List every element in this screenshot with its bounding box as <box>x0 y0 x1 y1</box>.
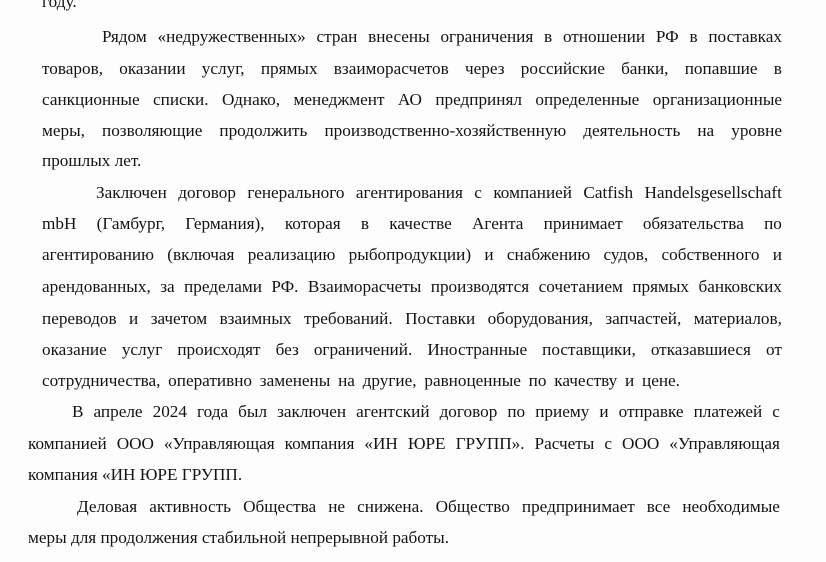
word: на <box>338 371 355 390</box>
word: ограничения <box>440 27 534 46</box>
word: производятся <box>430 277 530 296</box>
word: прямых <box>260 59 318 78</box>
word: пределами <box>184 277 262 296</box>
word: компанией <box>493 183 572 202</box>
word: заменены <box>259 371 331 390</box>
word: в <box>773 59 782 78</box>
word: генерального <box>247 183 345 202</box>
word: взаимных <box>219 309 292 328</box>
word: агентированию <box>42 245 154 264</box>
word: Деловая <box>77 497 138 516</box>
word: равноценные <box>424 371 521 390</box>
word: поставках <box>708 27 782 46</box>
word: Однако, <box>221 90 281 109</box>
word: арендованных, <box>42 277 151 296</box>
word: в <box>689 27 698 46</box>
word: (Гамбург, <box>96 214 166 233</box>
word: АО <box>397 90 422 109</box>
word: товаров, <box>42 59 103 78</box>
word: Агента <box>472 214 524 233</box>
word: банковских <box>698 277 782 296</box>
word: банки, <box>621 59 669 78</box>
word: ООО <box>116 434 154 453</box>
word: с <box>772 402 780 421</box>
word: ограничений. <box>313 340 413 359</box>
word: взаиморасчетов <box>333 59 449 78</box>
word: «ИН <box>364 434 398 453</box>
word: реализацию <box>247 245 336 264</box>
word: ГРУПП». <box>455 434 525 453</box>
word: Иностранные <box>427 340 528 359</box>
paragraph-line <box>42 371 680 391</box>
word: санкционные <box>42 90 140 109</box>
word: снижена. <box>357 497 424 516</box>
text-fragment-top: году. <box>42 0 77 11</box>
word: от <box>766 340 782 359</box>
word: компания <box>284 434 355 453</box>
word: качеству <box>554 371 618 390</box>
word: оказание <box>42 340 107 359</box>
word: другие, <box>362 371 417 390</box>
word: производственно-хозяйственную <box>324 121 567 140</box>
word: через <box>465 59 505 78</box>
word: РФ <box>655 27 679 46</box>
word: 2024 <box>152 402 187 421</box>
word: Германия), <box>185 214 265 233</box>
word: Общество <box>435 497 510 516</box>
word: активность <box>149 497 231 516</box>
word: сочетанием <box>538 277 623 296</box>
word: сотрудничества, <box>42 371 161 390</box>
word: уровне <box>731 121 782 140</box>
word: которая <box>284 214 341 233</box>
paragraph-line: меры для продолжения стабильной непрерывной работы. <box>28 528 450 547</box>
word: ООО <box>622 434 660 453</box>
word: предпринял <box>435 90 522 109</box>
word: списки. <box>153 90 209 109</box>
word: снабжению <box>506 245 591 264</box>
word: требований. <box>303 309 393 328</box>
word: поставщики, <box>542 340 636 359</box>
word: по <box>764 214 782 233</box>
word: за <box>160 277 175 296</box>
word: агентский <box>356 402 430 421</box>
word: Общества <box>243 497 317 516</box>
word: на <box>697 121 715 140</box>
word: продолжить <box>219 121 308 140</box>
word: все <box>646 497 671 516</box>
word: не <box>328 497 346 516</box>
paragraph-line <box>42 121 782 141</box>
word: агентирования <box>355 183 463 202</box>
word: Взаиморасчеты <box>307 277 422 296</box>
paragraph-line <box>42 309 782 329</box>
word: Заключен <box>96 183 167 202</box>
word: зачетом <box>150 309 208 328</box>
word: прямых <box>632 277 690 296</box>
word: Catfish <box>583 183 634 202</box>
word: оборудования, <box>487 309 593 328</box>
paragraph-line <box>42 277 782 297</box>
word: года <box>197 402 229 421</box>
word: обязательства <box>642 214 744 233</box>
paragraph-line <box>42 340 782 360</box>
word: с <box>474 183 482 202</box>
word: позволяющие <box>102 121 203 140</box>
paragraph-line <box>42 59 782 79</box>
word: цене. <box>642 371 680 390</box>
word: российские <box>520 59 605 78</box>
paragraph-line <box>42 90 782 110</box>
word: договор <box>439 402 498 421</box>
word: mbH <box>42 214 77 233</box>
word: услуг, <box>201 59 245 78</box>
word: рыбопродукции) <box>348 245 472 264</box>
word: В <box>72 402 84 421</box>
word: происходят <box>177 340 261 359</box>
word: отправке <box>618 402 684 421</box>
word: и <box>772 245 782 264</box>
word: принимает <box>543 214 623 233</box>
word: в <box>544 27 553 46</box>
word: Рядом <box>102 27 147 46</box>
word: организационные <box>652 90 782 109</box>
word: запчастей, <box>605 309 682 328</box>
paragraph-line: компания «ИН ЮРЕ ГРУПП. <box>28 465 243 484</box>
word: определенные <box>535 90 640 109</box>
word: предпринимает <box>521 497 635 516</box>
word: меры, <box>42 121 85 140</box>
word: материалов, <box>693 309 782 328</box>
word: с <box>604 434 613 453</box>
word: платежей <box>693 402 763 421</box>
paragraph-line <box>42 214 782 234</box>
word: заключен <box>277 402 347 421</box>
word: РФ. <box>271 277 299 296</box>
paragraph-line <box>96 183 782 203</box>
paragraph-line <box>42 245 782 265</box>
word: ЮРЕ <box>407 434 446 453</box>
word: оперативно <box>168 371 252 390</box>
word: и <box>129 309 139 328</box>
word: «Управляющая <box>669 434 780 453</box>
paragraph-line: прошлых лет. <box>42 151 142 170</box>
word: компанией <box>28 434 107 453</box>
word: менеджмент <box>293 90 385 109</box>
word: приему <box>535 402 590 421</box>
word: переводов <box>42 309 117 328</box>
word: собственного <box>661 245 760 264</box>
word: отношении <box>562 27 646 46</box>
word: «Управляющая <box>163 434 275 453</box>
word: качестве <box>389 214 452 233</box>
word: Поставки <box>405 309 476 328</box>
word: оказании <box>119 59 186 78</box>
word: внесены <box>368 27 430 46</box>
word: и <box>599 402 609 421</box>
word: договор <box>178 183 236 202</box>
word: по <box>507 402 526 421</box>
word: в <box>360 214 370 233</box>
word: попавшие <box>684 59 758 78</box>
word: был <box>238 402 268 421</box>
word: Handelsgesellschaft <box>644 183 782 202</box>
word: без <box>275 340 299 359</box>
word: деятельность <box>583 121 681 140</box>
word: апреле <box>93 402 143 421</box>
word: стран <box>316 27 358 46</box>
word: «недружественных» <box>157 27 306 46</box>
word: Расчеты <box>534 434 595 453</box>
word: и <box>484 245 494 264</box>
word: судов, <box>603 245 649 264</box>
paragraph-line <box>72 402 780 422</box>
paragraph-line <box>77 497 780 517</box>
word: и <box>625 371 635 390</box>
paragraph-line <box>28 434 780 454</box>
word: услуг <box>121 340 163 359</box>
word: отказавшиеся <box>650 340 751 359</box>
word: необходимые <box>682 497 780 516</box>
word: по <box>528 371 547 390</box>
paragraph-line <box>102 27 782 47</box>
word: (включая <box>167 245 235 264</box>
